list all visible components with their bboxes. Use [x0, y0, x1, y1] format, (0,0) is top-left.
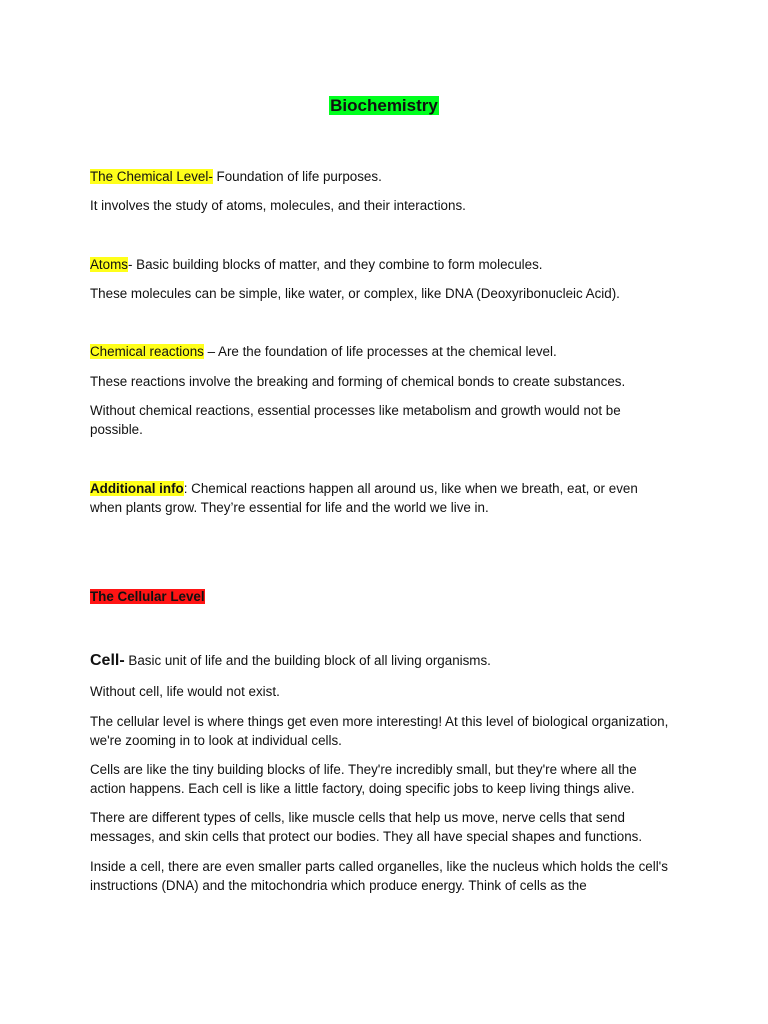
reactions-term: Chemical reactions — [90, 344, 204, 359]
cell-para4: There are different types of cells, like muscle cells that help us move, nerve cells that send messages, and skin cells that protect our bodies. They all have special shapes and functions. — [90, 810, 643, 844]
cellular-level-heading-text: The Cellular Level — [90, 589, 205, 604]
cell-para5: Inside a cell, there are even smaller parts called organelles, like the nucleus which holds the cell's instructions (DNA) and the mitochondria which produce energy. Think of cells as the — [90, 859, 668, 893]
atoms-definition — [90, 255, 670, 274]
atoms-desc: - Basic building blocks of matter, and they combine to form molecules. — [127, 257, 543, 272]
reactions-desc: – Are the foundation of life processes at the chemical level. — [203, 344, 557, 359]
document-title — [0, 95, 768, 117]
cell-desc: Basic unit of life and the building block of all living organisms. — [124, 653, 491, 668]
additional-info — [90, 479, 670, 517]
atoms-line2: These molecules can be simple, like water, or complex, like DNA (Deoxyribonucleic Acid). — [90, 286, 620, 301]
reactions-line2: These reactions involve the breaking and forming of chemical bonds to create substances. — [90, 374, 626, 389]
cell-term: Cell- — [90, 652, 125, 669]
cell-para3: Cells are like the tiny building blocks of life. They're incredibly small, but they're where all the action happens. Each cell is like a little factory, doing specific jobs to keep living things alive. — [90, 762, 637, 796]
title-highlight: Biochemistry — [330, 96, 438, 115]
cell-para1: Without cell, life would not exist. — [90, 684, 280, 699]
chemical-level-definition — [90, 167, 670, 186]
chemical-level-line2: It involves the study of atoms, molecules, and their interactions. — [90, 198, 466, 213]
cellular-level-heading — [90, 587, 670, 606]
chemical-level-term: The Chemical Level- — [90, 169, 213, 184]
cell-definition — [90, 651, 670, 670]
additional-info-term: Additional info — [90, 481, 184, 496]
reactions-definition — [90, 342, 670, 361]
reactions-line3: Without chemical reactions, essential processes like metabolism and growth would not be possible. — [90, 403, 621, 437]
atoms-term: Atoms — [90, 257, 128, 272]
cell-para2: The cellular level is where things get even more interesting! At this level of biological organization, we're zooming in to look at individual cells. — [90, 714, 669, 748]
additional-info-desc: : Chemical reactions happen all around us, like when we breath, eat, or even when plants grow. They’re essential for life and the world we live in. — [90, 481, 638, 515]
chemical-level-desc: Foundation of life purposes. — [212, 169, 382, 184]
